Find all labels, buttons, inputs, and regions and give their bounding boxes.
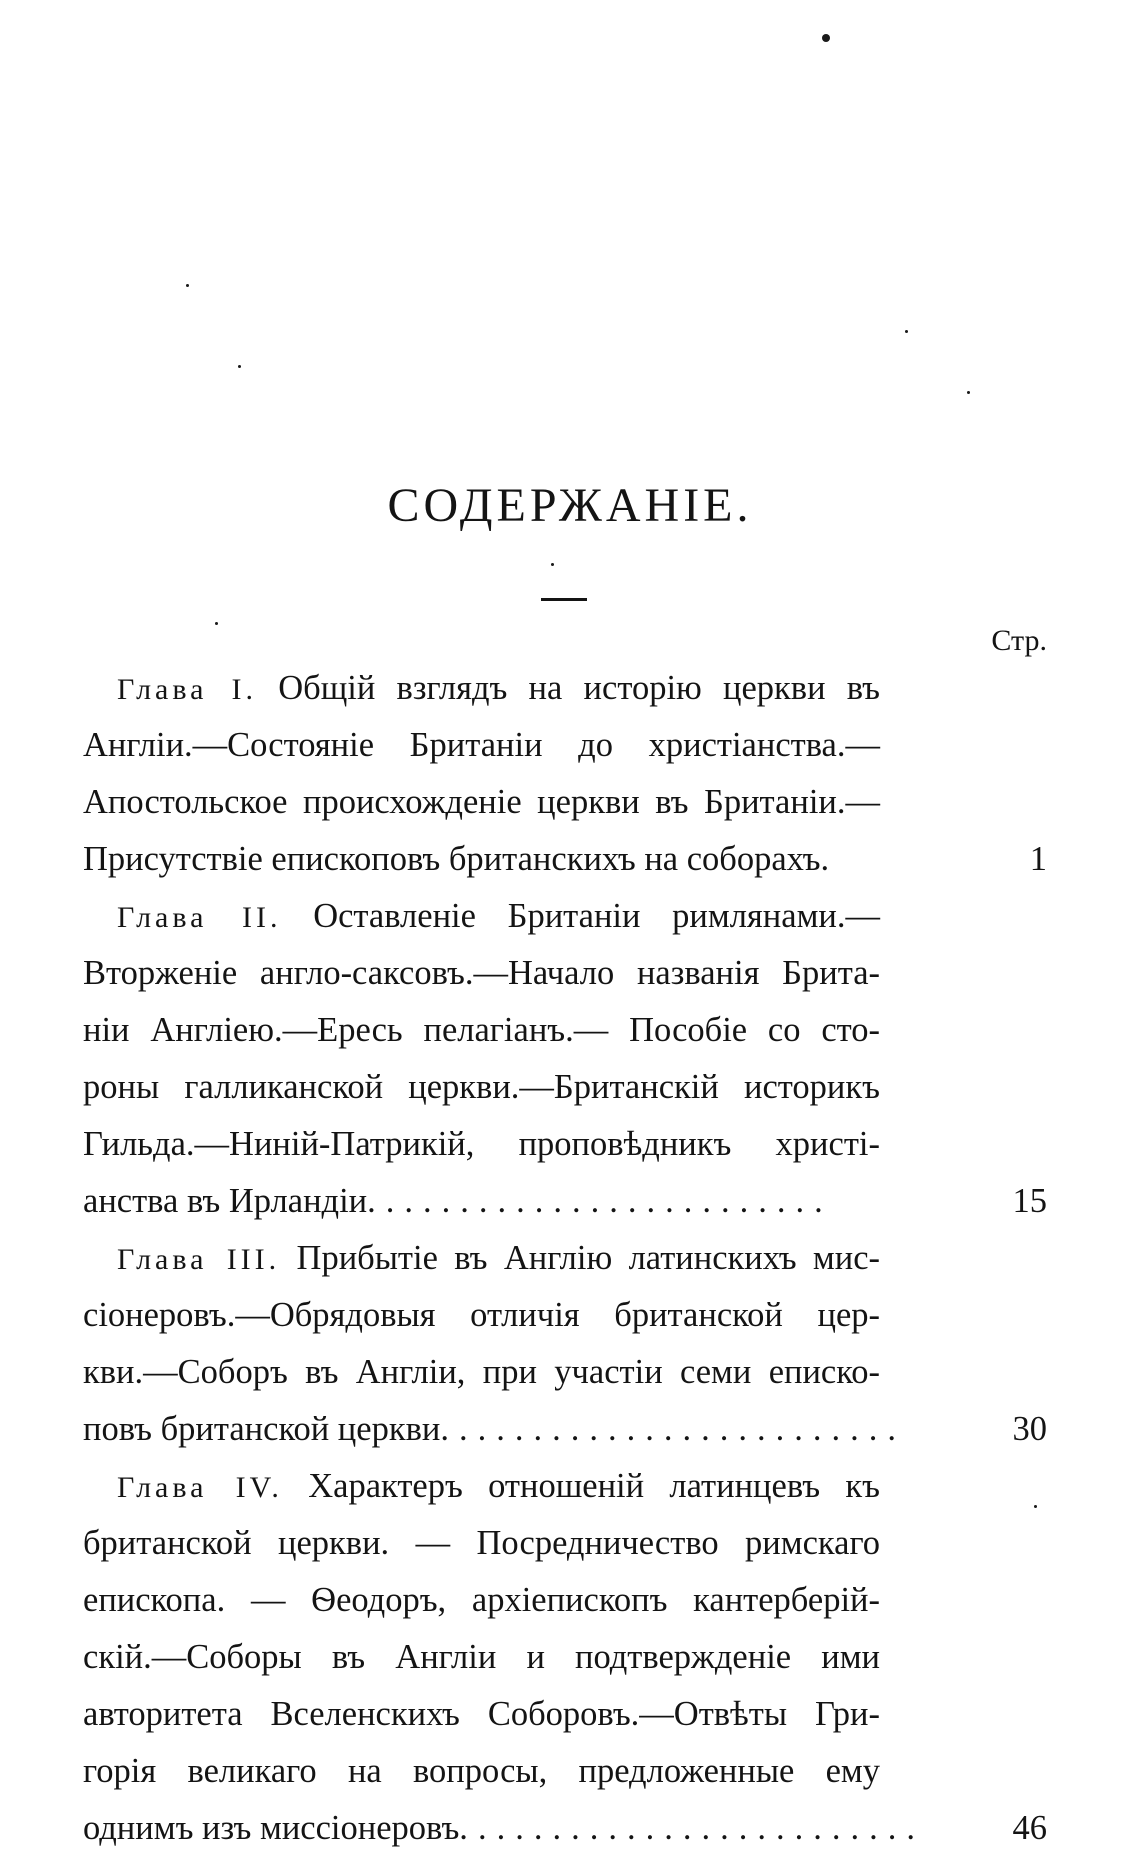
toc-text: Прибытіе въ Англію латинскихъ мис-	[296, 1239, 881, 1277]
toc-text: Характеръ отношеній латинцевъ къ	[308, 1467, 881, 1505]
toc-text: анства въ Ирландіи.	[83, 1182, 376, 1220]
scan-speck	[238, 365, 241, 368]
dot-leader: ........................	[477, 1809, 925, 1847]
toc-text: Общій взглядъ на исторію церкви въ	[278, 669, 881, 707]
toc-line: Англіи.—Состояніе Британіи до христіанства.—	[83, 726, 880, 764]
page-number: 30	[1012, 1410, 1047, 1448]
page-number: 15	[1012, 1182, 1047, 1220]
title-divider	[541, 598, 587, 601]
scan-speck	[967, 391, 970, 394]
toc-text: Присутствіе епископовъ британскихъ на соборахъ.	[83, 840, 830, 878]
toc-line: сіонеровъ.—Обрядовыя отличія британской цер-	[83, 1296, 880, 1334]
toc-line	[0, 660, 880, 717]
scan-speck	[215, 622, 218, 625]
toc-line	[0, 1458, 880, 1515]
page-column-label: Стр.	[991, 624, 1047, 657]
toc-line: епископа. — Ѳеодоръ, архіепископъ кантерберій-	[83, 1581, 880, 1619]
toc-line: скій.—Соборы въ Англіи и подтвержденіе ими	[83, 1638, 880, 1676]
toc-entry-chapter-3[interactable]	[0, 1230, 1140, 1458]
toc-line	[0, 831, 880, 888]
scan-speck	[186, 284, 189, 287]
table-of-contents	[0, 660, 1140, 1857]
toc-entry-chapter-4[interactable]	[0, 1458, 1140, 1857]
toc-text: однимъ изъ миссіонеровъ.	[83, 1809, 468, 1847]
toc-line: кви.—Соборъ въ Англіи, при участіи семи еписко-	[83, 1353, 880, 1391]
toc-line: роны галликанской церкви.—Британскій историкъ	[83, 1068, 880, 1106]
scan-speck	[905, 330, 908, 333]
scan-speck	[822, 34, 830, 42]
toc-entry-chapter-1[interactable]	[0, 660, 1140, 888]
chapter-label: Глава III.	[117, 1243, 281, 1276]
toc-line: Апостольское происхожденіе церкви въ Британіи.—	[83, 783, 880, 821]
toc-line	[0, 1800, 925, 1857]
toc-line: британской церкви. — Посредничество римскаго	[83, 1524, 880, 1562]
toc-line	[0, 888, 880, 945]
toc-line: горія великаго на вопросы, предложенные ему	[83, 1752, 880, 1790]
toc-line: Гильда.—Ниній-Патрикій, проповѣдникъ христі-	[83, 1125, 880, 1163]
toc-text: Оставленіе Британіи римлянами.—	[313, 897, 880, 935]
dot-leader: ........................	[385, 1182, 833, 1220]
chapter-label: Глава I.	[117, 673, 258, 706]
toc-line	[0, 1401, 906, 1458]
page-number: 46	[1012, 1809, 1047, 1847]
scan-speck	[551, 563, 554, 566]
page-title: СОДЕРЖАНІЕ.	[387, 479, 753, 532]
toc-entry-chapter-2[interactable]	[0, 888, 1140, 1230]
toc-text: повъ британской церкви.	[83, 1410, 449, 1448]
page-number: 1	[1029, 840, 1047, 878]
toc-line: Вторженіе англо-саксовъ.—Начало названія Брита-	[83, 954, 880, 992]
chapter-label: Глава IV.	[117, 1471, 283, 1504]
toc-line: авторитета Вселенскихъ Соборовъ.—Отвѣты Гри-	[83, 1695, 880, 1733]
dot-leader: ........................	[458, 1410, 906, 1448]
toc-line: ніи Англіею.—Ересь пелагіанъ.— Пособіе со сто-	[83, 1011, 880, 1049]
chapter-label: Глава II.	[117, 901, 282, 934]
toc-line	[0, 1230, 880, 1287]
toc-line	[0, 1173, 880, 1230]
